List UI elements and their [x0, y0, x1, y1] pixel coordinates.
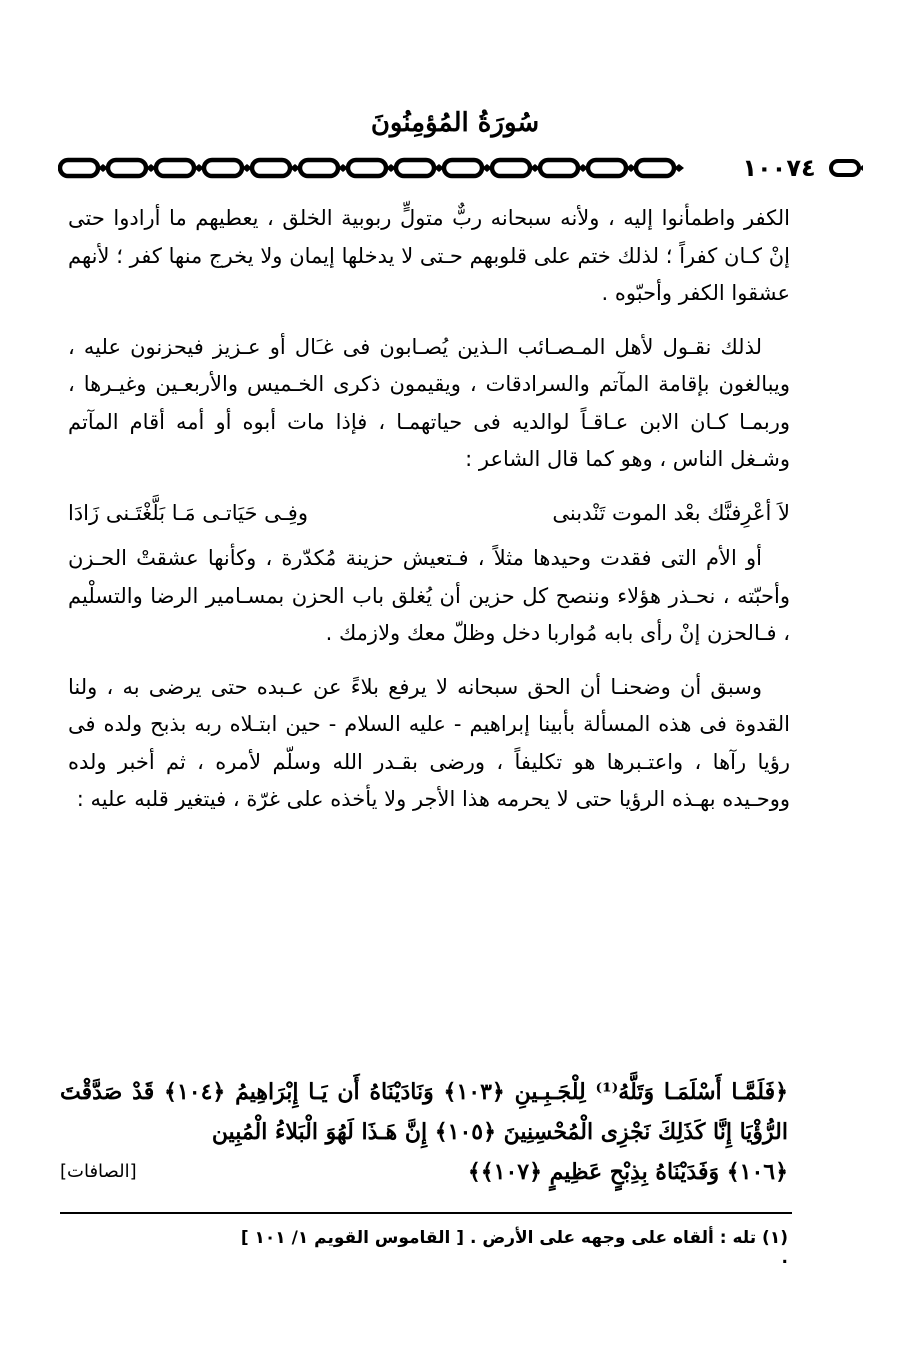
chain-link: [60, 160, 98, 176]
surah-reference: [الصافات]: [60, 1161, 137, 1182]
chain-link: [444, 160, 482, 176]
quran-verses-end: ﴿١٠٦﴾ وَفَدَيْنَاهُ بِذِبْحٍ عَظِيمٍ ﴿١٠٧﴾﴾: [467, 1159, 788, 1185]
paragraph-1: الكفر واطمأنوا إليه ، ولأنه سبحانه ربٌّ متولٍّ ربوبية الخلق ، يعطيهم ما أرادوا حتى إنْ كـان كفراً ؛ لذلك ختم على قلوبهم حـتى لا يدخلها إيمان ولا يخرج منها كفر ؛ لأنهم عشقوا الكفر وأحبّوه .: [68, 206, 790, 305]
paragraph-4: وسبق أن وضحنـا أن الحق سبحانه لا يرفع بلاءً عن عـبده حتى يرضى به ، ولنا القدوة فى هذه المسألة بأبينا إبراهيم - عليه السلام - حين ابتـلاه ربه بذبح ولده فى رؤيا رآها ، واعتـبرها هو تكليفاً ، ورضى بقـدر الله وسلّم لأمره ، ثم أخبر ولده ووحـيده بهـذه الرؤيا حتى لا يحرمه هذا الأجر ولا يأخذه على غرّة ، فيتغير قلبه عليه :: [68, 674, 790, 811]
verse-first-hemistich: لاَ أعْرِفنَّك بعْد الموت تَنْدبنى: [552, 500, 790, 525]
quran-last-line: [60, 1152, 788, 1192]
quran-quote: [60, 1072, 788, 1192]
footnote: (١) تله : ألقاه على وجهه على الأرض . [ القاموس القويم ١/ ١٠١ ] .: [240, 1228, 788, 1268]
chain-link: [540, 160, 578, 176]
paragraph-2: لذلك نقـول لأهل المـصـائب الـذين يُصـابون فى غـَال أو عـزيز فيحزنون عليه ، ويبالغون بإقامة المآتم والسرادقات ، ويقيمون ذكرى الخـميس والأربعـين وغيـرها ، وربمـا كـان الابن عـاقـاً لوالديه فى حياتهمـا ، فإذا مات أبوه أو أمه أقام المآتم وشـغل الناس ، وهو كما قال الشاعر :: [68, 334, 790, 471]
chain-link: [156, 160, 194, 176]
chain-link: [396, 160, 434, 176]
quran-verses: ﴿فَلَمَّـا أَسْلَمَـا وَتَلَّهُ⁽¹⁾ لِلْجَـبِـينِ ﴿١٠٣﴾ وَنَادَيْنَاهُ أَن يَـا إِبْرَاهِيمُ ﴿١٠٤﴾ قَدْ صَدَّقْتَ الرُّؤْيَا إِنَّا كَذَلِكَ نَجْزِى الْمُحْسِنِينَ ﴿١٠٥﴾ إِنَّ هَـذَا لَهُوَ الْبَلاءُ الْمُبِين: [60, 1079, 788, 1145]
verse-second-hemistich: وفِـى حَيَاتـى مَـا بَلَّغْتَـنى زَادَا: [68, 500, 308, 525]
chain-link: [300, 160, 338, 176]
chain-link: [636, 160, 674, 176]
chain-link: [108, 160, 146, 176]
page-header: [58, 152, 848, 184]
chain-link: [492, 160, 530, 176]
poetry-verse: [68, 495, 790, 533]
chain-link: [204, 160, 242, 176]
surah-title: سُورَةُ المُؤمِنُونَ: [370, 108, 540, 138]
page-number: ١٠٠٧٤: [742, 154, 816, 182]
chain-link: [252, 160, 290, 176]
ornamental-chain-border: [58, 152, 723, 184]
main-text: [68, 200, 790, 819]
chain-link: [588, 160, 626, 176]
chain-end-ornament: [828, 158, 864, 178]
footnote-divider: [60, 1212, 792, 1214]
paragraph-3: أو الأم التى فقدت وحيدها مثلاً ، فـتعيش حزينة مُكدّرة ، وكأنها عشقتْ الحـزن وأحبّته ، نحـذر هؤلاء وننصح كل حزين أن يُغلق باب الحزن بمسـامير الرضا والتسلْيم ، فـالحزن إنْ رأى بابه مُواربا دخل وظلّ معك ولازمك .: [68, 546, 790, 645]
chain-link: [348, 160, 386, 176]
